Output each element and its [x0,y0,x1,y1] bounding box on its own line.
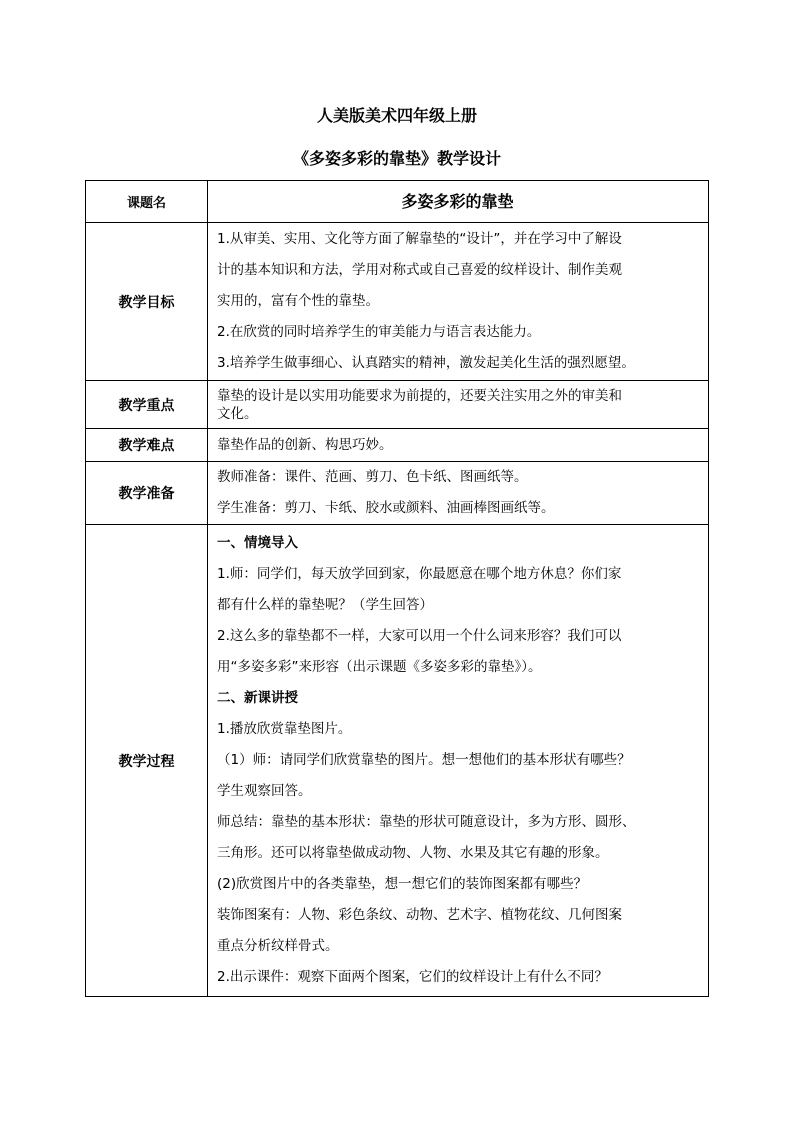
process-line: 都有什么样的靠垫呢？（学生回答） [217,597,433,613]
table-row-key-points [86,381,709,429]
goals-line: 2.在欣赏的同时培养学生的审美能力与语言表达能力。 [217,324,541,340]
document-subtitle: 《多姿多彩的靠垫》教学设计 [292,149,501,168]
label-key-points: 教学重点 [86,381,208,429]
label-process: 教学过程 [86,525,208,997]
process-line: 装饰图案有：人物、彩色条纹、动物、艺术字、植物花纹、几何图案 [217,907,622,923]
label-goals: 教学目标 [86,223,208,381]
goals-line: 实用的，富有个性的靠垫。 [217,293,379,309]
value-preparation [208,462,709,525]
process-section-heading: 一、情境导入 [217,535,298,551]
label-preparation: 教学准备 [86,462,208,525]
process-line: 师总结：靠垫的基本形状：靠垫的形状可随意设计，多为方形、圆形、 [217,814,636,830]
table-row-difficulties [86,429,709,462]
process-line: 用“多姿多彩”来形容（出示课题《多姿多彩的靠垫》）。 [217,659,542,675]
process-section-heading: 二、新课讲授 [217,690,298,706]
value-key-points [208,381,709,429]
label-difficulties: 教学难点 [86,429,208,462]
process-line: 三角形。还可以将靠垫做成动物、人物、水果及其它有趣的形象。 [217,845,609,861]
process-line: 2.这么多的靠垫都不一样，大家可以用一个什么词来形容？我们可以 [217,628,622,644]
process-line: 重点分析纹样骨式。 [217,938,339,954]
preparation-line: 教师准备：课件、范画、剪刀、色卡纸、图画纸等。 [217,469,528,485]
value-difficulties: 靠垫作品的创新、构思巧妙。 [208,429,709,462]
process-line: 1.播放欣赏靠垫图片。 [217,721,352,737]
preparation-line: 学生准备：剪刀、卡纸、胶水或颜料、油画棒图画纸等。 [217,500,555,516]
process-line: 2.出示课件：观察下面两个图案，它们的纹样设计上有什么不同？ [217,969,608,985]
goals-line: 计的基本知识和方法，学用对称式或自己喜爱的纹样设计、制作美观 [217,262,622,278]
process-line: (2)欣赏图片中的各类靠垫，想一想它们的装饰图案都有哪些？ [217,876,588,892]
value-process [208,525,709,997]
document-title: 人美版美术四年级上册 [316,106,477,125]
label-topic: 课题名 [86,181,208,223]
key-points-line: 文化。 [217,405,258,422]
value-goals [208,223,709,381]
goals-line: 1.从审美、实用、文化等方面了解靠垫的“设计”，并在学习中了解设 [217,231,622,247]
value-topic: 多姿多彩的靠垫 [208,181,709,223]
process-line: （1）师：请同学们欣赏靠垫的图片。想一想他们的基本形状有哪些？ [217,752,631,768]
table-row-preparation [86,462,709,525]
table-row-goals [86,223,709,381]
table-row-topic [86,181,709,223]
key-points-line: 靠垫的设计是以实用功能要求为前提的，还要关注实用之外的审美和 [217,387,622,404]
goals-line: 3.培养学生做事细心、认真踏实的精神，激发起美化生活的强烈愿望。 [217,355,635,371]
process-line: 1.师：同学们，每天放学回到家，你最愿意在哪个地方休息？你们家 [217,566,622,582]
process-line: 学生观察回答。 [217,783,312,799]
lesson-plan-table [85,180,709,997]
table-row-process [86,525,709,997]
